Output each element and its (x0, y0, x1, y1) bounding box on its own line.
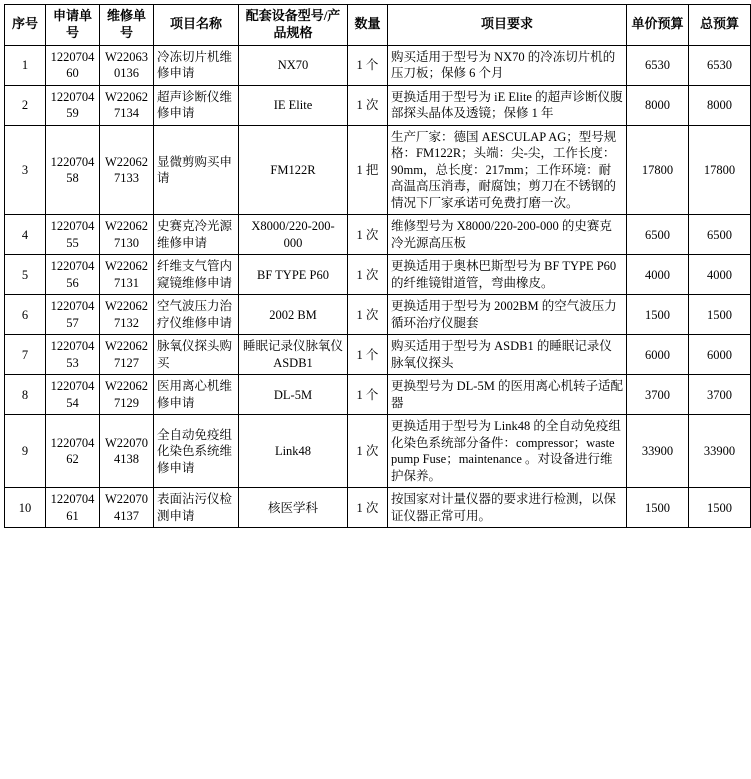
cell-unit-budget: 1500 (627, 488, 689, 528)
column-header-requirement: 项目要求 (388, 5, 627, 46)
cell-apply-no: 122070461 (46, 488, 100, 528)
table-row (5, 488, 751, 528)
table-row (5, 255, 751, 295)
cell-repair-no: W220627132 (100, 295, 154, 335)
cell-item-name: 空气波压力治疗仪维修申请 (154, 295, 239, 335)
cell-model: DL-5M (239, 375, 348, 415)
cell-repair-no: W220627134 (100, 85, 154, 125)
cell-seq: 9 (5, 415, 46, 488)
table-body (5, 45, 751, 528)
cell-apply-no: 122070454 (46, 375, 100, 415)
cell-requirement: 更换适用于型号为 2002BM 的空气波压力循环治疗仪腿套 (388, 295, 627, 335)
cell-requirement: 维修型号为 X8000/220-200-000 的史赛克冷光源高压板 (388, 215, 627, 255)
cell-repair-no: W220704137 (100, 488, 154, 528)
cell-requirement: 更换适用于型号为 Link48 的全自动免疫组化染色系统部分备件：compressor；waste pump Fuse；maintenance 。对设备进行维护保养。 (388, 415, 627, 488)
table-row (5, 125, 751, 215)
cell-item-name: 显微剪购买申请 (154, 125, 239, 215)
cell-total-budget: 6500 (689, 215, 751, 255)
cell-unit-budget: 6530 (627, 45, 689, 85)
column-header-item-name: 项目名称 (154, 5, 239, 46)
cell-model: BF TYPE P60 (239, 255, 348, 295)
cell-quantity: 1 次 (348, 415, 388, 488)
cell-model: FM122R (239, 125, 348, 215)
cell-model: IE Elite (239, 85, 348, 125)
cell-quantity: 1 个 (348, 45, 388, 85)
column-header-unit-budget: 单价预算 (627, 5, 689, 46)
cell-model: 睡眠记录仪脉氧仪 ASDB1 (239, 335, 348, 375)
cell-requirement: 更换适用于奥林巴斯型号为 BF TYPE P60 的纤维镜钳道管，弯曲橡皮。 (388, 255, 627, 295)
cell-seq: 1 (5, 45, 46, 85)
cell-item-name: 超声诊断仪维修申请 (154, 85, 239, 125)
cell-apply-no: 122070462 (46, 415, 100, 488)
cell-requirement: 生产厂家：德国 AESCULAP AG；型号规格：FM122R；头端：尖-尖，工作长度：90mm，总长度：217mm；工作环境：耐高温高压消毒，耐腐蚀；剪刀在不锈钢的情况下厂家承诺可免费打磨一次。 (388, 125, 627, 215)
cell-repair-no: W220627127 (100, 335, 154, 375)
cell-quantity: 1 个 (348, 375, 388, 415)
cell-repair-no: W220704138 (100, 415, 154, 488)
cell-quantity: 1 次 (348, 85, 388, 125)
cell-item-name: 医用离心机维修申请 (154, 375, 239, 415)
table-row (5, 45, 751, 85)
column-header-repair-no: 维修单号 (100, 5, 154, 46)
cell-total-budget: 33900 (689, 415, 751, 488)
cell-total-budget: 17800 (689, 125, 751, 215)
cell-total-budget: 3700 (689, 375, 751, 415)
cell-requirement: 更换适用于型号为 iE Elite 的超声诊断仪腹部探头晶体及透镜；保修 1 年 (388, 85, 627, 125)
cell-apply-no: 122070460 (46, 45, 100, 85)
cell-apply-no: 122070458 (46, 125, 100, 215)
cell-total-budget: 6000 (689, 335, 751, 375)
cell-repair-no: W220627133 (100, 125, 154, 215)
cell-repair-no: W220627129 (100, 375, 154, 415)
column-header-seq: 序号 (5, 5, 46, 46)
cell-seq: 2 (5, 85, 46, 125)
cell-model: NX70 (239, 45, 348, 85)
cell-model: Link48 (239, 415, 348, 488)
cell-apply-no: 122070453 (46, 335, 100, 375)
cell-quantity: 1 个 (348, 335, 388, 375)
cell-model: 2002 BM (239, 295, 348, 335)
cell-quantity: 1 次 (348, 215, 388, 255)
cell-unit-budget: 17800 (627, 125, 689, 215)
cell-total-budget: 8000 (689, 85, 751, 125)
cell-quantity: 1 把 (348, 125, 388, 215)
cell-total-budget: 1500 (689, 488, 751, 528)
cell-unit-budget: 4000 (627, 255, 689, 295)
table-header-row (5, 5, 751, 46)
cell-unit-budget: 1500 (627, 295, 689, 335)
cell-apply-no: 122070457 (46, 295, 100, 335)
cell-seq: 8 (5, 375, 46, 415)
cell-requirement: 更换型号为 DL-5M 的医用离心机转子适配器 (388, 375, 627, 415)
cell-requirement: 购买适用于型号为 NX70 的冷冻切片机的压刀板；保修 6 个月 (388, 45, 627, 85)
cell-seq: 5 (5, 255, 46, 295)
cell-unit-budget: 8000 (627, 85, 689, 125)
equipment-request-table (4, 4, 751, 528)
table-row (5, 295, 751, 335)
cell-total-budget: 1500 (689, 295, 751, 335)
cell-model: X8000/220-200-000 (239, 215, 348, 255)
cell-item-name: 全自动免疫组化染色系统维修申请 (154, 415, 239, 488)
cell-unit-budget: 33900 (627, 415, 689, 488)
cell-seq: 3 (5, 125, 46, 215)
cell-total-budget: 6530 (689, 45, 751, 85)
column-header-apply-no: 申请单号 (46, 5, 100, 46)
cell-repair-no: W220627130 (100, 215, 154, 255)
table-row (5, 415, 751, 488)
cell-item-name: 纤维支气管内窥镜维修申请 (154, 255, 239, 295)
cell-seq: 7 (5, 335, 46, 375)
cell-repair-no: W220630136 (100, 45, 154, 85)
cell-item-name: 史赛克冷光源维修申请 (154, 215, 239, 255)
table-row (5, 215, 751, 255)
cell-seq: 6 (5, 295, 46, 335)
table-row (5, 375, 751, 415)
table-row (5, 335, 751, 375)
cell-requirement: 按国家对计量仪器的要求进行检测，以保证仪器正常可用。 (388, 488, 627, 528)
table-row (5, 85, 751, 125)
cell-quantity: 1 次 (348, 255, 388, 295)
cell-unit-budget: 3700 (627, 375, 689, 415)
cell-repair-no: W220627131 (100, 255, 154, 295)
cell-item-name: 表面沾污仪检测申请 (154, 488, 239, 528)
cell-item-name: 脉氧仪探头购买 (154, 335, 239, 375)
cell-seq: 4 (5, 215, 46, 255)
cell-seq: 10 (5, 488, 46, 528)
table-header (5, 5, 751, 46)
cell-quantity: 1 次 (348, 295, 388, 335)
cell-unit-budget: 6500 (627, 215, 689, 255)
cell-apply-no: 122070455 (46, 215, 100, 255)
cell-quantity: 1 次 (348, 488, 388, 528)
cell-total-budget: 4000 (689, 255, 751, 295)
column-header-quantity: 数量 (348, 5, 388, 46)
column-header-total-budget: 总预算 (689, 5, 751, 46)
cell-model: 核医学科 (239, 488, 348, 528)
cell-requirement: 购买适用于型号为 ASDB1 的睡眠记录仪脉氧仪探头 (388, 335, 627, 375)
column-header-model: 配套设备型号/产品规格 (239, 5, 348, 46)
cell-item-name: 冷冻切片机维修申请 (154, 45, 239, 85)
cell-apply-no: 122070459 (46, 85, 100, 125)
cell-unit-budget: 6000 (627, 335, 689, 375)
cell-apply-no: 122070456 (46, 255, 100, 295)
